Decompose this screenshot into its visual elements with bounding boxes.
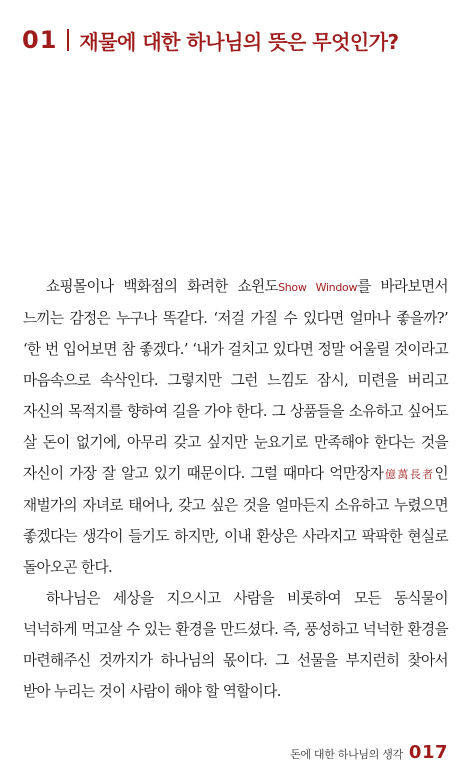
p1-text-3: 를 바라보면서 느끼는 감정은 누구나 똑같다. ‘저걸 가질 수 있다면 얼마나 좋을까?’ ‘한 번 입어보면 참 좋겠다.’ ‘내가 걸치고 있다면 정말 어울릴 것이라고 마음속으로 속삭인다. 그렇지만 그런 느낌도 잠시, 미련을 버리고 자신의 목적지를 향하여 길을 가야 한다. 그 상품들을 소유하고 싶어도 살 돈이 없기에, 아무리 갖고 싶지만 눈요기로 만족해야 한다는 것을 자신이 가장 잘 알고 있기 때문이다. 그럴 때마다 억만장자 [23,278,448,482]
p1-text-5: 인 재벌가의 자녀로 태어나, 갖고 싶은 것을 얼마든지 소유하고 누렸으면 좋겠다는 생각이 들기도 하지만, 이내 환상은 사라지고 팍팍한 현실로 돌아오곤 한다. [23,465,449,576]
paragraph-1 [23,271,448,583]
chapter-header [22,22,460,58]
chapter-number: 01 [22,26,58,54]
chapter-title: 재물에 대한 하나님의 뜻은 무엇인가? [79,29,399,54]
header-divider [67,29,69,51]
p1-text-1: 쇼핑몰이나 백화점의 화려한 쇼윈도 [46,278,279,295]
show-window-term: Show Window [278,281,358,294]
page-number: 017 [408,742,448,763]
hanja-term: 億萬長者 [383,468,435,481]
paragraph-2: 하나님은 세상을 지으시고 사람을 비롯하여 모든 동식물이 넉넉하게 먹고살 수 있는 환경을 만드셨다. 즉, 풍성하고 넉넉한 환경을 마련해주신 것까지가 하나님의 몫이다. 그 선물을 부지런히 찾아서 받아 누리는 것이 사람이 해야 할 역할이다. [23,590,448,700]
body-text [23,271,448,707]
running-title: 돈에 대한 하나님의 생각 [290,748,403,761]
page-footer [290,742,448,763]
